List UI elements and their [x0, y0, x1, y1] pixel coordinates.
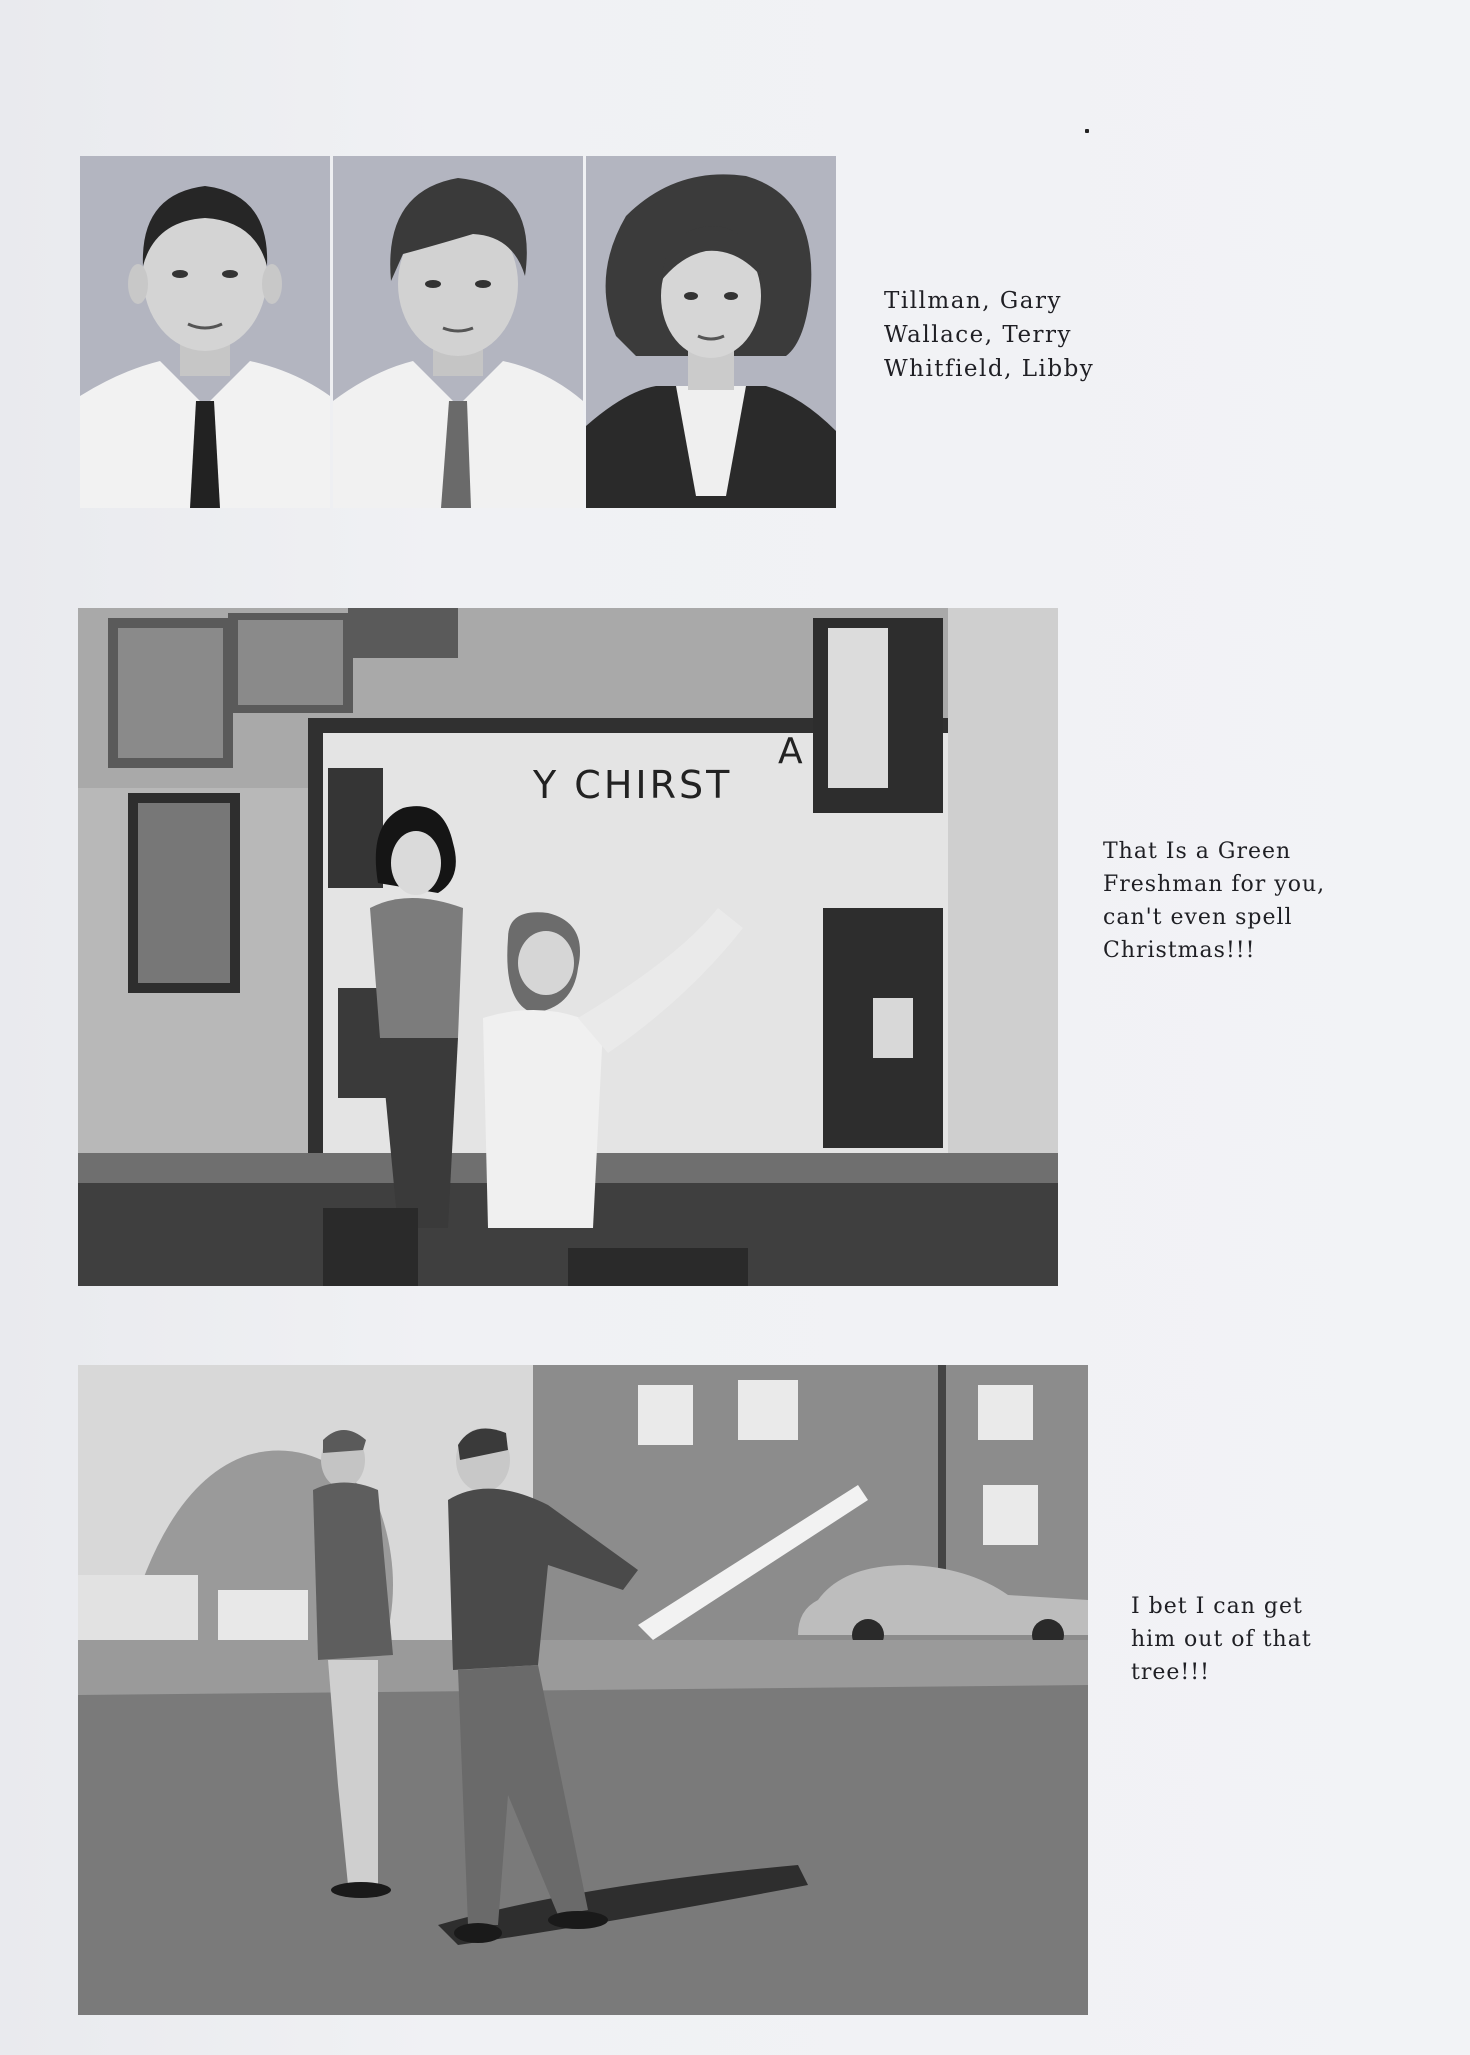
- caption-line: That Is a Green: [1103, 839, 1292, 864]
- caption-line: Christmas!!!: [1103, 938, 1256, 963]
- caption-line: him out of that: [1131, 1627, 1312, 1652]
- schoolyard-caption: [1131, 1590, 1312, 1689]
- portrait-photo-2: [333, 156, 583, 508]
- caption-line: tree!!!: [1131, 1660, 1210, 1685]
- schoolyard-photo: [78, 1365, 1088, 2015]
- board-lettering-left: Y CHIRST: [533, 763, 733, 807]
- classroom-caption: [1103, 835, 1325, 967]
- classroom-photo: [78, 608, 1058, 1286]
- caption-line: I bet I can get: [1131, 1594, 1303, 1619]
- board-lettering-right: A: [778, 731, 803, 772]
- portrait-photo-1: [80, 156, 330, 508]
- portrait-names: [884, 284, 1094, 386]
- portrait-photo-3: [586, 156, 836, 508]
- speck: [1085, 129, 1089, 133]
- name-line-1: Tillman, Gary: [884, 288, 1062, 314]
- caption-line: can't even spell: [1103, 905, 1293, 930]
- name-line-2: Wallace, Terry: [884, 322, 1073, 348]
- caption-line: Freshman for you,: [1103, 872, 1326, 897]
- name-line-3: Whitfield, Libby: [884, 356, 1095, 382]
